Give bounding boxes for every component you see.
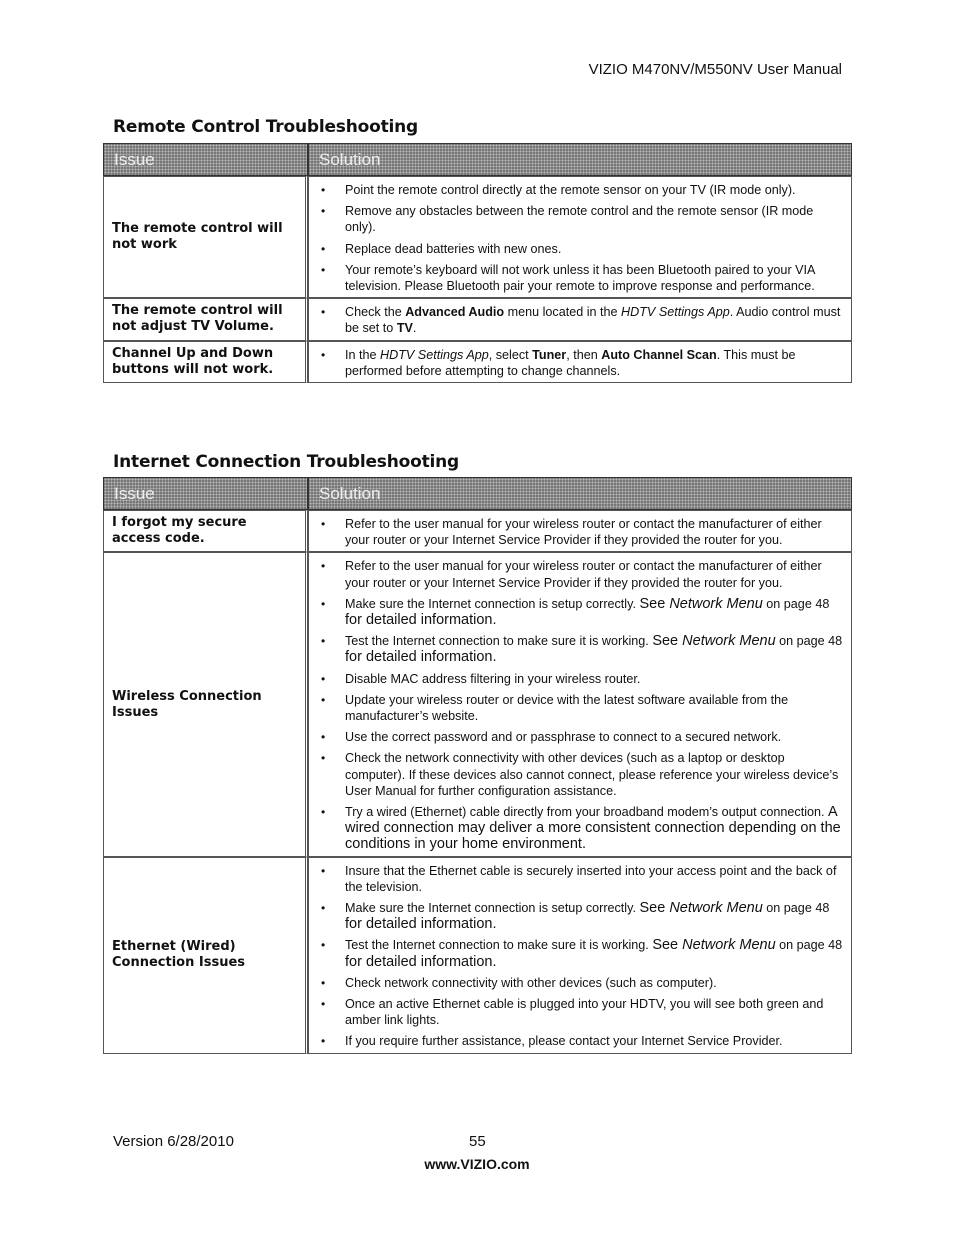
issue-cell: Wireless Connection Issues	[103, 552, 308, 856]
table-row	[103, 552, 852, 856]
bullet-icon: •	[321, 730, 326, 745]
issue-cell: The remote control will not work	[103, 176, 308, 298]
solution-item	[315, 996, 843, 1028]
bullet-icon: •	[321, 241, 326, 256]
bullet-icon: •	[321, 975, 326, 990]
solution-item	[315, 692, 843, 724]
solution-cell	[308, 857, 852, 1054]
solution-text: Remove any obstacles between the remote control and the remote sensor (IR mode only).	[345, 204, 814, 235]
solution-item	[315, 937, 843, 969]
table-row	[103, 341, 852, 383]
solution-text: Check network connectivity with other devices (such as computer).	[345, 975, 717, 990]
remote-section-title: Remote Control Troubleshooting	[113, 117, 419, 137]
solution-cell	[308, 510, 852, 552]
solution-text: Insure that the Ethernet cable is securely inserted into your access point and the back of the television.	[345, 863, 837, 894]
issue-cell: The remote control will not adjust TV Volume.	[103, 298, 308, 340]
solution-item	[315, 750, 843, 799]
remote-troubleshooting-table	[103, 143, 852, 383]
bullet-icon: •	[321, 204, 326, 219]
bullet-icon: •	[321, 183, 326, 197]
bullet-icon: •	[321, 901, 326, 916]
solution-item	[315, 304, 843, 336]
solution-item	[315, 671, 843, 687]
column-header-issue: Issue	[103, 143, 308, 176]
bullet-icon: •	[321, 634, 326, 649]
solution-text: Try a wired (Ethernet) cable directly from your broadband modem’s output connection. A wired connection may deliver a more consistent connection depending on the conditions in your home environment.	[345, 804, 841, 853]
column-header-solution: Solution	[308, 143, 852, 176]
solution-cell	[308, 552, 852, 856]
solution-list	[315, 304, 843, 336]
bullet-icon: •	[321, 596, 326, 611]
bullet-icon: •	[321, 671, 326, 686]
bullet-icon: •	[321, 1034, 326, 1049]
internet-troubleshooting-table	[103, 477, 852, 1054]
bullet-icon: •	[321, 347, 326, 362]
solution-item	[315, 863, 843, 895]
solution-list	[315, 863, 843, 1050]
solution-item	[315, 182, 843, 198]
column-header-solution: Solution	[308, 477, 852, 510]
solution-text: Your remote’s keyboard will not work unless it has been Bluetooth paired to your VIA television. Please Bluetooth pair your remote to improve response and performance.	[345, 262, 815, 294]
bullet-icon: •	[321, 938, 326, 953]
solution-item	[315, 516, 843, 548]
bullet-icon: •	[321, 262, 326, 277]
issue-cell: Channel Up and Down buttons will not work.	[103, 341, 308, 383]
internet-table-body	[103, 510, 852, 1054]
solution-item	[315, 900, 843, 932]
issue-cell: Ethernet (Wired) Connection Issues	[103, 857, 308, 1054]
column-header-issue: Issue	[103, 477, 308, 510]
solution-list	[315, 347, 843, 379]
table-row	[103, 510, 852, 552]
solution-text: Once an active Ethernet cable is plugged into your HDTV, you will see both green and amber link lights.	[345, 997, 824, 1028]
solution-item	[315, 1033, 843, 1049]
remote-table-body	[103, 176, 852, 383]
solution-list	[315, 558, 843, 852]
internet-section-title: Internet Connection Troubleshooting	[113, 452, 459, 472]
solution-item	[315, 262, 843, 294]
solution-text: Update your wireless router or device with the latest software available from the manufacturer’s website.	[345, 692, 789, 724]
solution-item	[315, 633, 843, 665]
solution-item	[315, 558, 843, 590]
bullet-icon: •	[321, 805, 326, 820]
solution-text: Refer to the user manual for your wireless router or contact the manufacturer of either your router or your Internet Service Provider if they provided the router for you.	[345, 559, 822, 590]
solution-text: Refer to the user manual for your wireless router or contact the manufacturer of either your router or your Internet Service Provider if they provided the router for you.	[345, 517, 822, 548]
table-row	[103, 176, 852, 298]
solution-cell	[308, 341, 852, 383]
solution-text: In the HDTV Settings App, select Tuner, then Auto Channel Scan. This must be performed before attempting to change channels.	[345, 347, 796, 378]
solution-text: If you require further assistance, please contact your Internet Service Provider.	[345, 1034, 783, 1049]
bullet-icon: •	[321, 863, 326, 878]
footer-version: Version 6/28/2010	[113, 1133, 234, 1150]
solution-item	[315, 729, 843, 745]
bullet-icon: •	[321, 305, 326, 320]
solution-text: Test the Internet connection to make sure it is working. See Network Menu on page 48 for detailed information.	[345, 937, 843, 970]
solution-text: Use the correct password and or passphrase to connect to a secured network.	[345, 730, 782, 745]
solution-item	[315, 804, 843, 853]
solution-text: Make sure the Internet connection is setup correctly. See Network Menu on page 48 for detailed information.	[345, 900, 830, 933]
solution-text: Check the network connectivity with other devices (such as a laptop or desktop computer). If these devices also cannot connect, please reference your wireless device’s User Manual for further configuration assistance.	[345, 751, 839, 798]
table-row	[103, 857, 852, 1054]
solution-text: Check the Advanced Audio menu located in the HDTV Settings App. Audio control must be set to TV.	[345, 305, 841, 336]
bullet-icon: •	[321, 517, 326, 531]
bullet-icon: •	[321, 751, 326, 766]
solution-cell	[308, 176, 852, 298]
bullet-icon: •	[321, 692, 326, 707]
footer-url: www.VIZIO.com	[424, 1156, 530, 1172]
solution-item	[315, 241, 843, 257]
table-row	[103, 298, 852, 340]
solution-list	[315, 516, 843, 548]
solution-text: Disable MAC address filtering in your wireless router.	[345, 671, 641, 686]
page-number: 55	[469, 1133, 486, 1150]
bullet-icon: •	[321, 997, 326, 1012]
solution-item	[315, 203, 843, 235]
issue-cell: I forgot my secure access code.	[103, 510, 308, 552]
solution-text: Replace dead batteries with new ones.	[345, 241, 562, 256]
page-header: VIZIO M470NV/M550NV User Manual	[588, 61, 842, 78]
solution-item	[315, 347, 843, 379]
solution-list	[315, 182, 843, 294]
solution-text: Point the remote control directly at the remote sensor on your TV (IR mode only).	[345, 183, 796, 197]
solution-text: Test the Internet connection to make sure it is working. See Network Menu on page 48 for detailed information.	[345, 633, 843, 666]
solution-cell	[308, 298, 852, 340]
bullet-icon: •	[321, 559, 326, 574]
solution-item	[315, 975, 843, 991]
solution-item	[315, 596, 843, 628]
solution-text: Make sure the Internet connection is setup correctly. See Network Menu on page 48 for detailed information.	[345, 595, 830, 629]
